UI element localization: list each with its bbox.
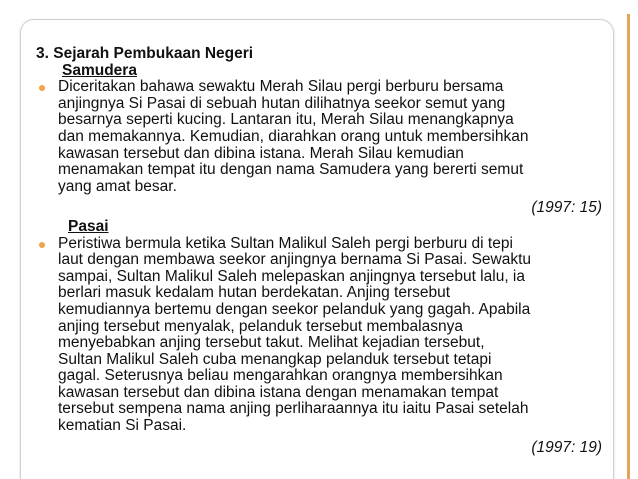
subheading-pasai (36, 219, 606, 236)
section-heading: 3. Sejarah Pembukaan Negeri (36, 45, 254, 62)
text-line: sampai, Sultan Malikul Saleh melepaskan anjingnya tersebut lalu, ia (58, 267, 525, 285)
text-line: besarnya seperti kucing. Lantaran itu, Merah Silau menangkapnya (58, 111, 514, 129)
text-line: Sultan Malikul Saleh cuba menangkap pelanduk tersebut tetapi (58, 350, 492, 368)
text-line: yang amat besar. (58, 177, 177, 195)
subheading-samudera-label: Samudera (62, 61, 137, 79)
subheading-samudera (36, 63, 606, 80)
text-line: kematian Si Pasai. (58, 417, 187, 435)
text-line: menamakan tempat itu dengan nama Samudera yang bererti semut (58, 161, 524, 179)
subheading-pasai-label: Pasai (68, 217, 109, 235)
bullet-dot-icon (39, 85, 45, 91)
citation-samudera: (1997: 15) (531, 199, 602, 217)
citation-pasai: (1997: 19) (531, 438, 602, 456)
text-line: laut dengan membawa seekor anjingnya bernama Si Pasai. Sewaktu (58, 251, 532, 269)
text-line: anjing tersebut menyalak, pelanduk tersebut membalasnya (58, 317, 463, 335)
text-line: kemudiannya bertemu dengan seekor pelanduk yang gagah. Apabila (58, 300, 531, 318)
text-line: Diceritakan bahawa sewaktu Merah Silau pergi berburu bersama (58, 78, 504, 96)
bullet-samudera (36, 79, 606, 195)
text-line: tersebut sempena nama anjing perliharaannya itu iaitu Pasai setelah (58, 400, 529, 418)
slide-content (36, 46, 606, 456)
bullet-pasai (36, 236, 606, 435)
bullet-dot-icon (39, 242, 45, 248)
right-accent-bar (627, 14, 630, 479)
text-line: kawasan tersebut dan dibina istana dengan menamakan tempat (58, 383, 499, 401)
text-line: anjingnya Si Pasai di sebuah hutan dilihatnya seekor semut yang (58, 94, 506, 112)
text-line: berlari masuk kedalam hutan berdekatan. Anjing tersebut (58, 284, 451, 302)
text-line: Peristiwa bermula ketika Sultan Malikul Saleh pergi berburu di tepi (58, 234, 513, 252)
text-line: dan memakannya. Kemudian, diarahkan orang untuk membersihkan (58, 127, 529, 145)
text-line: kawasan tersebut dan dibina istana. Merah Silau kemudian (58, 144, 464, 162)
text-line: gagal. Seterusnya beliau mengarahkan orangnya membersihkan (58, 367, 503, 385)
text-line: menyebabkan anjing tersebut takut. Melihat kejadian tersebut, (58, 334, 485, 352)
